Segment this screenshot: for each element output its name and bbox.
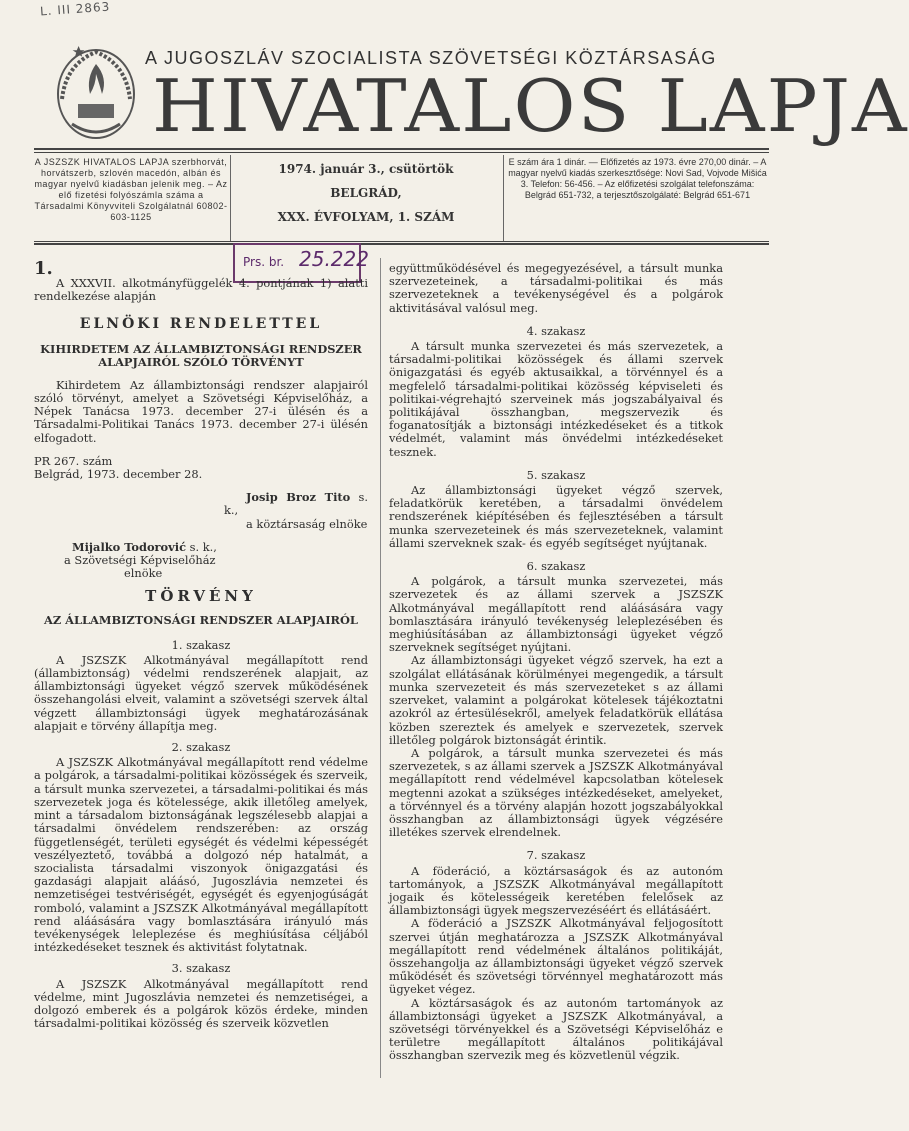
section-1-title: 1. szakasz bbox=[171, 637, 231, 652]
section-2-title: 2. szakasz bbox=[171, 740, 231, 755]
section-5-title: 5. szakasz bbox=[526, 467, 586, 482]
section-6-title: 6. szakasz bbox=[526, 559, 586, 574]
section-7-title: 7. szakasz bbox=[526, 848, 586, 863]
section-7-paragraph-3: A köztársaságok és az autonóm tartományok az állambiztonsági ügyeket a JSZSZK Alkotmányával, a szövetségi törvényekkel és a Szövetségi Képviselőház e területre megállapított általános politikájával összhangban szervezik meg és közvetlenül végzik. bbox=[389, 995, 723, 1063]
section-6-paragraph-2: Az állambiztonsági ügyeket végző szervek, ha ezt a szolgálat ellátásának körülményei megengedik, a társult munka szervezeteit és más szervezeteket s az állami szerveket, valamint a polgárokat kötelesek tájékoztatni azokról az értesülésekről, amelyek feladatkörük ellátása közben szereztek és amelyek e szervezetek, szervek illetőleg polgárok biztonságát érintik. bbox=[389, 653, 723, 747]
signature-tito-suffix: s. k., bbox=[224, 490, 368, 518]
decree-subheading: KIHIRDETEM AZ ÁLLAMBIZTONSÁGI RENDSZER ALAPJAIRÓL SZÓLÓ TÖRVÉNYT bbox=[40, 341, 362, 369]
header-divider-left bbox=[230, 155, 231, 241]
header-issue-info bbox=[232, 157, 500, 241]
continued-text: együttműködésével és megegyezésével, a társult munka szervezeteinek, a társadalmi-politikai és más szervezeteknek a tevékenységével és a polgárok aktivitásával valósul meg. bbox=[389, 261, 723, 315]
header-divider-right bbox=[503, 155, 504, 241]
header-rule-top bbox=[34, 148, 769, 150]
issue-date: 1974. január 3., csütörtök bbox=[278, 162, 454, 176]
masthead-subtitle: A JUGOSZLÁV SZOCIALISTA SZÖVETSÉGI KÖZTÁRSASÁG bbox=[145, 48, 717, 68]
signature-tito-title: a köztársaság elnöke bbox=[246, 516, 368, 531]
reference-date: Belgrád, 1973. december 28. bbox=[34, 467, 203, 482]
section-3-text: A JSZSZK Alkotmányával megállapított rend védelme, mint Jugoszlávia nemzetei és nemzetiségei, a dolgozó emberek és a polgárok közös érdeke, minden társadalmi-politikai közösség és szerveik közvetlen bbox=[34, 976, 368, 1031]
section-6-paragraph-3: A polgárok, a társult munka szervezetei és más szervezetek, s az állami szervek a JSZSZK Alkotmányával megállapított rend védelmével kapcsolatban kötelesek megtenni azokat a szükséges intézkedéseket, amelyeket, a törvénnyel és a törvény alapján hozott jogszabályokkal összhangban az állambiztonsági ügyek végzésére illetékes szervek elrendelnek. bbox=[389, 745, 723, 840]
signature-todorovic-name: Mijalko Todorović bbox=[72, 539, 187, 554]
header-rule-top-thin bbox=[34, 152, 769, 153]
issue-volume: XXX. ÉVFOLYAM, 1. SZÁM bbox=[277, 210, 455, 224]
section-7-paragraph-2: A föderáció a JSZSZK Alkotmányával feljogosított szervei útján meghatározza a JSZSZK Alkotmányával megállapított rend védelmének általános politikáját, összehangolja az állambiztonsági ügyeket végző szervek működését és szövetségi törvénnyel meghatározott más ügyeket végez. bbox=[389, 916, 723, 997]
column-divider bbox=[380, 258, 381, 1078]
signature-todorovic-title-1: a Szövetségi Képviselőház bbox=[64, 553, 216, 568]
decree-heading: ELNÖKI RENDELETTEL bbox=[79, 315, 323, 332]
signature-tito-name: Josip Broz Tito bbox=[246, 490, 351, 505]
signature-todorovic-title-2: elnöke bbox=[124, 566, 163, 581]
section-5-text: Az állambiztonsági ügyeket végző szervek, feladatkörük keretében, a társadalmi önvédelem rendszerének kiépítésében és fejlesztésében a társult munka szervezeteinek és más szervezeteknek, valamint állami szerveknek szak- és egyéb segítséget nyújtanak. bbox=[389, 483, 723, 550]
act-intro: A XXXVII. alkotmányfüggelék 4. pontjának 1) alatti rendelkezése alapján bbox=[34, 276, 368, 304]
stamp-prefix: Prs. br. bbox=[243, 255, 285, 269]
issue-city: BELGRÁD, bbox=[330, 186, 402, 200]
signature-todorovic-suffix: s. k., bbox=[186, 539, 217, 554]
masthead-title: HIVATALOS LAPJA bbox=[152, 64, 909, 148]
header-rule-bottom-thick bbox=[34, 243, 769, 245]
section-7-paragraph-1: A föderáció, a köztársaságok és az autonóm tartományok, a JSZSZK Alkotmányával megállapított jogaik és kötelességeik keretében felelősek az állambiztonsági ügyek megszervezéséért és ellátásáért. bbox=[389, 863, 723, 918]
section-2-text: A JSZSZK Alkotmányával megállapított rend védelme a polgárok, a társadalmi-politikai közösségek és szerveik, a társult munka szervezetei, a társadalmi-politikai és más szervezetek joga és kötelessége, akik illetőleg amelyek, mint a társadalom biztonságának legszélesebb alapjai a társadalmi önvédelem rendszerében: az ország függetlenségét, területi egységét és védelmi képességét veszélyeztető, továbbá a dolgozó nép hatalmát, a szocialista társadalmi viszonyok önigazgatási és gazdasági alapjait aláásó, Jugoszlávia nemzetei és nemzetiségei testvériségét, egységét és egyenjogúságát romboló, valamint a JSZSZK Alkotmányával megállapított rend aláásására vagy bomlasztására irányuló más tevékenységek leleplezése és meghiúsítása céljából intézkedéseket tesznek és aktivitást folytatnak. bbox=[34, 755, 368, 955]
header-rule-bottom bbox=[34, 241, 769, 242]
header-info-right: E szám ára 1 dinár. — Előfizetés az 1973. évre 270,00 dinár. – A magyar nyelvű kiadás szerkesztősége: Novi Sad, Vojvode Mišića 3. Telefon: 56-456. – Az előfizetési szolgálat telefonszáma: Belgrád 651-732, a terjesztőszolgálaté: Belgrád 651-671 bbox=[508, 157, 767, 200]
section-4-text: A társult munka szervezetei és más szervezetek, a társadalmi-politikai közösségek és állami szervek önigazgatási és egyéb aktusaikkal, a törvénnyel és a megfelelő társadalmi-politikai közösség képviseleti és politikai-végrehajtó szerveinek más jogszabályaival és politikájával összhangban, megszervezik és foganatosítják a biztonsági intézkedéseket és a titkok védelmét, valamint más önvédelmi intézkedéseket tesznek. bbox=[389, 339, 723, 459]
section-4-title: 4. szakasz bbox=[526, 323, 586, 338]
section-6-paragraph-1: A polgárok, a társult munka szervezetei, más szervezetek és az állami szervek a JSZSZK Alkotmányával megállapított rend aláásására vagy bomlasztására irányuló tevékenység leleplezésében és meghiúsításában az állambiztonsági ügyeket végző szerveknek segítséget nyújtani. bbox=[389, 574, 723, 655]
header-info-left: A JSZSZK HIVATALOS LAPJA szerbhorvát, horvátszerb, szlovén macedón, albán és magyar nyelvű kiadásban jelenik meg. – Az elő fizetési folyószámla száma a Társadalmi Könyvviteli Szolgálatnál 60802-603-1125 bbox=[34, 157, 228, 222]
right-column bbox=[389, 262, 723, 1063]
section-1-text: A JSZSZK Alkotmányával megállapított rend (állambiztonság) védelmi rendszerének alapjait, az állambiztonsági ügyeket végző szervek működésének összehangolási elveit, valamint a szövetségi szervek által végzett állambiztonsági ügyek meghatározásának alapjait e törvény állapítja meg. bbox=[34, 652, 368, 733]
section-3-title: 3. szakasz bbox=[171, 961, 231, 976]
act-number: 1. bbox=[34, 258, 53, 279]
law-subheading: AZ ÁLLAMBIZTONSÁGI RENDSZER ALAPJAIRÓL bbox=[44, 612, 358, 627]
signature-tito bbox=[34, 491, 368, 517]
law-heading: TÖRVÉNY bbox=[145, 587, 257, 606]
promulgation-text: Kihirdetem Az állambiztonsági rendszer alapjairól szóló törvényt, amelyet a Szövetségi Képviselőház, a Népek Tanácsa 1973. december 27-i ülésén és a Társadalmi-Politikai Tanács 1973. december 27-i ülésén elfogadott. bbox=[34, 377, 368, 445]
reference-number: PR 267. szám bbox=[34, 453, 113, 468]
handwritten-catalog-note: L. III 2863 bbox=[39, 0, 111, 19]
stamp-handwritten-number: 25.222 bbox=[299, 247, 369, 271]
state-emblem-icon bbox=[52, 44, 140, 144]
